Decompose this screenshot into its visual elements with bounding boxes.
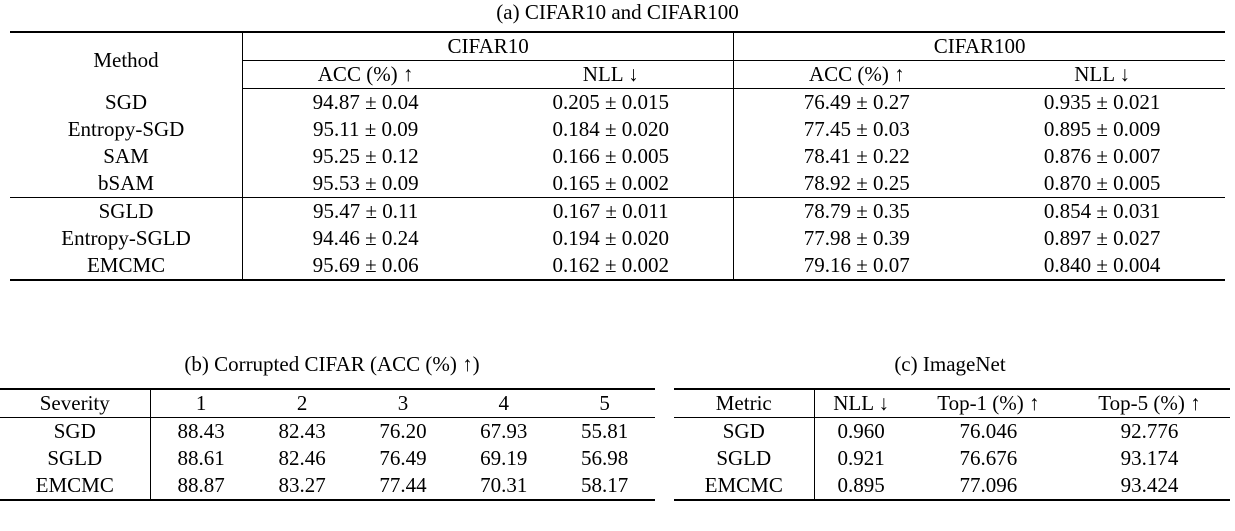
- table-row: [674, 472, 1230, 500]
- table-a-method: SAM: [103, 144, 149, 168]
- table-a-cell: 95.47 ± 0.11: [243, 198, 489, 226]
- table-a-method: Entropy-SGD: [67, 117, 185, 141]
- table-a-cell: 0.840 ± 0.004: [979, 252, 1225, 280]
- table-c-method: EMCMC: [674, 472, 814, 500]
- table-a-cell: 76.49 ± 0.27: [734, 89, 980, 117]
- table-b-cell: 58.17: [554, 472, 655, 500]
- table-c-cell: 93.424: [1069, 472, 1230, 500]
- table-a-cell: 95.69 ± 0.06: [243, 252, 489, 280]
- table-c-header-row: [674, 389, 1230, 418]
- table-c-cell: 0.921: [814, 445, 908, 472]
- table-c-col-header: Top-5 (%) ↑: [1069, 389, 1230, 418]
- table-a-cell: 95.53 ± 0.09: [243, 170, 489, 198]
- table-b-cell: 55.81: [580, 419, 629, 443]
- table-row: [10, 116, 1225, 143]
- table-a-cell: 94.46 ± 0.24: [243, 225, 489, 252]
- table-a-cell: 0.854 ± 0.031: [1043, 199, 1161, 223]
- table-imagenet: [674, 388, 1230, 501]
- table-a-group-header-cifar100: CIFAR100: [734, 32, 1225, 61]
- table-b-col-header: 2: [252, 389, 353, 418]
- table-a-cell: 0.167 ± 0.011: [552, 199, 669, 223]
- table-a-cell: 0.205 ± 0.015: [552, 90, 669, 114]
- table-b-col-header: 3: [353, 389, 454, 418]
- caption-b: (b) Corrupted CIFAR (ACC (%) ↑): [184, 352, 480, 376]
- table-b-cell: 69.19: [480, 446, 528, 470]
- table-b-corner-header: Severity: [0, 389, 150, 418]
- table-a-subheader-nll-c100: NLL ↓: [979, 61, 1225, 89]
- table-a-cell: 0.897 ± 0.027: [1043, 226, 1161, 250]
- table-a-cell: 95.25 ± 0.12: [243, 143, 489, 170]
- table-c-cell: 92.776: [1120, 419, 1179, 443]
- bottom-tables-row: [0, 352, 1235, 531]
- table-b-col-header: 1: [150, 389, 252, 418]
- table-a-method: Entropy-SGLD: [61, 226, 191, 250]
- table-a-group-header-cifar10: CIFAR10: [243, 32, 734, 61]
- table-a-cell: 0.165 ± 0.002: [488, 170, 734, 198]
- table-b-method: SGD: [53, 419, 96, 443]
- table-c-method: SGLD: [716, 446, 772, 470]
- table-b-cell: 67.93: [480, 419, 528, 443]
- table-b-cell: 83.27: [252, 472, 353, 500]
- caption-c: (c) ImageNet: [894, 352, 1006, 376]
- table-row: [0, 472, 655, 500]
- table-c-col-header: NLL ↓: [814, 389, 908, 418]
- table-c-cell: 76.676: [959, 446, 1018, 470]
- table-a-cell: 0.184 ± 0.020: [552, 117, 669, 141]
- table-a-cell: 95.11 ± 0.09: [243, 116, 489, 143]
- table-c-block: [674, 388, 1230, 501]
- table-a-cell: 0.876 ± 0.007: [1043, 144, 1161, 168]
- table-row: [10, 225, 1225, 252]
- table-a-cell: 77.45 ± 0.03: [734, 116, 980, 143]
- table-b-col-header: 4: [453, 389, 554, 418]
- table-b-block: [0, 388, 660, 501]
- table-b-cell: 88.43: [150, 418, 252, 446]
- table-b-method: SGLD: [47, 446, 103, 470]
- table-b-cell: 76.49: [379, 446, 427, 470]
- table-b-cell: 70.31: [453, 472, 554, 500]
- table-a-cell: 78.92 ± 0.25: [734, 170, 980, 198]
- table-a-method: SGLD: [98, 199, 154, 223]
- table-a-cell: 0.166 ± 0.005: [552, 144, 669, 168]
- table-c-cell: 0.960: [814, 418, 908, 446]
- table-c-cell: 93.174: [1120, 446, 1179, 470]
- table-b-cell: 82.43: [278, 419, 326, 443]
- caption-a: (a) CIFAR10 and CIFAR100: [496, 0, 739, 24]
- table-a-cell: 0.194 ± 0.020: [552, 226, 669, 250]
- table-c-cell: 77.096: [908, 472, 1069, 500]
- table-row: [10, 89, 1225, 117]
- table-a-cell: 78.41 ± 0.22: [734, 143, 980, 170]
- table-c-method: SGD: [722, 419, 765, 443]
- table-b-header-row: [0, 389, 655, 418]
- table-a-subheader-acc-c10: ACC (%) ↑: [243, 61, 489, 89]
- table-a-cell: 77.98 ± 0.39: [734, 225, 980, 252]
- table-c-cell: 76.046: [959, 419, 1018, 443]
- table-a-cell: 0.895 ± 0.009: [1043, 117, 1161, 141]
- table-row: [674, 445, 1230, 472]
- table-row: [0, 418, 655, 446]
- table-row: [674, 418, 1230, 446]
- table-a-cell: 79.16 ± 0.07: [734, 252, 980, 280]
- table-b-cell: 88.87: [150, 472, 252, 500]
- table-a-cell: 0.162 ± 0.002: [488, 252, 734, 280]
- table-corrupted-cifar: [0, 388, 655, 501]
- table-row: [10, 143, 1225, 170]
- table-a-method: bSAM: [10, 170, 243, 198]
- table-b-cell: 76.20: [379, 419, 427, 443]
- table-row: [10, 198, 1225, 226]
- table-cifar10-cifar100: [10, 31, 1225, 281]
- table-a-cell: 78.79 ± 0.35: [734, 198, 980, 226]
- table-row: [10, 252, 1225, 280]
- table-b-cell: 82.46: [278, 446, 326, 470]
- table-a-cell: 0.870 ± 0.005: [979, 170, 1225, 198]
- table-a-cell: 94.87 ± 0.04: [243, 89, 489, 117]
- table-b-cell: 56.98: [580, 446, 629, 470]
- table-a-block: [10, 0, 1225, 281]
- table-a-cell: 0.935 ± 0.021: [1043, 90, 1161, 114]
- table-a-method: SGD: [105, 89, 148, 114]
- table-c-col-header: Top-1 (%) ↑: [908, 389, 1069, 418]
- table-row: [10, 170, 1225, 198]
- table-a-subheader-acc-c100: ACC (%) ↑: [734, 61, 980, 89]
- table-a-subheader-nll-c10: NLL ↓: [488, 61, 734, 89]
- table-a-method-header: Method: [10, 32, 243, 89]
- table-b-cell: 77.44: [353, 472, 454, 500]
- table-a-group-header-row: [10, 32, 1225, 61]
- table-b-method: EMCMC: [0, 472, 150, 500]
- table-a-method: EMCMC: [10, 252, 243, 280]
- table-c-cell: 0.895: [814, 472, 908, 500]
- table-row: [0, 445, 655, 472]
- table-b-col-header: 5: [554, 389, 655, 418]
- table-b-cell: 88.61: [150, 445, 252, 472]
- table-c-corner-header: Metric: [674, 389, 814, 418]
